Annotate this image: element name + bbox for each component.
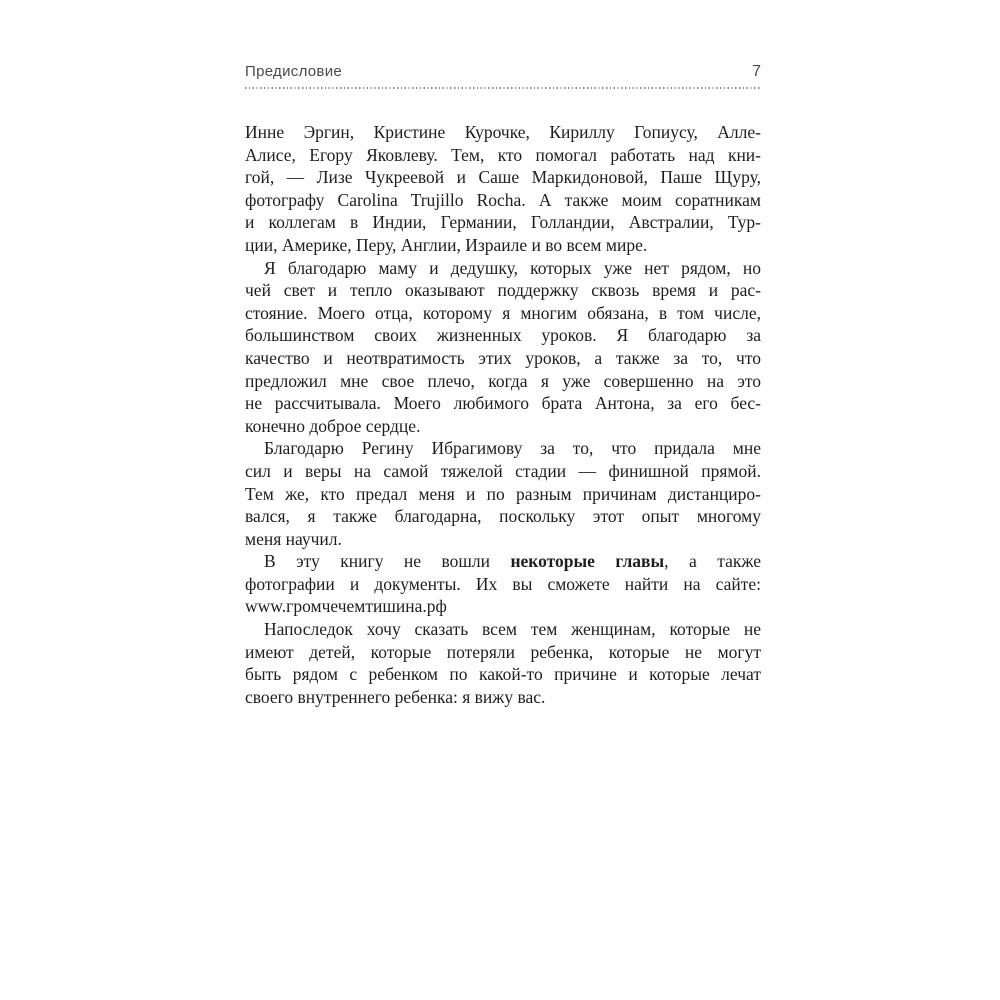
- text-line: www.громчечемтишина.рф: [245, 596, 447, 617]
- paragraph: [245, 550, 761, 618]
- page-header: [245, 63, 761, 81]
- text-line: и коллегам в Индии, Германии, Голландии, Австралии, Тур-: [245, 212, 761, 233]
- text-line: Благодарю Регину Ибрагимову за то, что придала мне: [264, 438, 761, 459]
- text-line: Напоследок хочу сказать всем тем женщинам, которые не: [264, 619, 761, 640]
- paragraph: [245, 121, 761, 257]
- text-line: Я благодарю маму и дедушку, которых уже нет рядом, но: [264, 257, 761, 278]
- text-line: сил и веры на самой тяжелой стадии — финишной прямой.: [245, 460, 761, 481]
- text-line: фотографу Carolina Trujillo Rocha. А также моим соратникам: [245, 189, 761, 210]
- text-line: своего внутреннего ребенка: я вижу вас.: [245, 686, 546, 707]
- paragraph: [245, 437, 761, 550]
- text-line: качество и неотвратимость этих уроков, а также за то, что: [245, 347, 761, 368]
- text-line: меня научил.: [245, 528, 342, 549]
- page-number: 7: [752, 63, 761, 80]
- header-dotted-rule: [245, 87, 761, 89]
- text-line: стояние. Моего отца, которому я многим обязана, в том числе,: [245, 302, 761, 323]
- text-line: имеют детей, которые потеряли ребенка, которые не могут: [245, 641, 761, 662]
- text-line: Инне Эргин, Кристине Курочке, Кириллу Гопиусу, Алле-: [245, 122, 761, 142]
- text-line: предложил мне свое плечо, когда я уже совершенно на это: [245, 370, 761, 391]
- page-content: [245, 63, 761, 708]
- text-line: большинством своих жизненных уроков. Я благодарю за: [245, 325, 761, 346]
- text-line: ции, Америке, Перу, Англии, Израиле и во всем мире.: [245, 234, 648, 255]
- paragraph: [245, 257, 761, 438]
- text-line: фотографии и документы. Их вы сможете найти на сайте:: [245, 573, 761, 594]
- chapter-title: Предисловие: [245, 63, 343, 80]
- text-line: гой, — Лизе Чукреевой и Саше Маркидоновой, Паше Щуру,: [245, 167, 761, 188]
- text-line: Алисе, Егору Яковлеву. Тем, кто помогал работать над кни-: [245, 144, 761, 165]
- text-line: В эту книгу не вошли некоторые главы, а также: [264, 551, 761, 572]
- text-line: Тем же, кто предал меня и по разным причинам дистанциро-: [245, 483, 761, 504]
- text-line: чей свет и тепло оказывают поддержку сквозь время и рас-: [245, 280, 761, 301]
- text-line: вался, я также благодарна, поскольку этот опыт многому: [245, 506, 761, 527]
- text-line: конечно доброе сердце.: [245, 415, 421, 436]
- body-text: [245, 121, 761, 708]
- paragraph: [245, 618, 761, 708]
- text-line: не рассчитывала. Моего любимого брата Антона, за его бес-: [245, 393, 761, 414]
- text-line: быть рядом с ребенком по какой-то причине и которые лечат: [245, 664, 761, 685]
